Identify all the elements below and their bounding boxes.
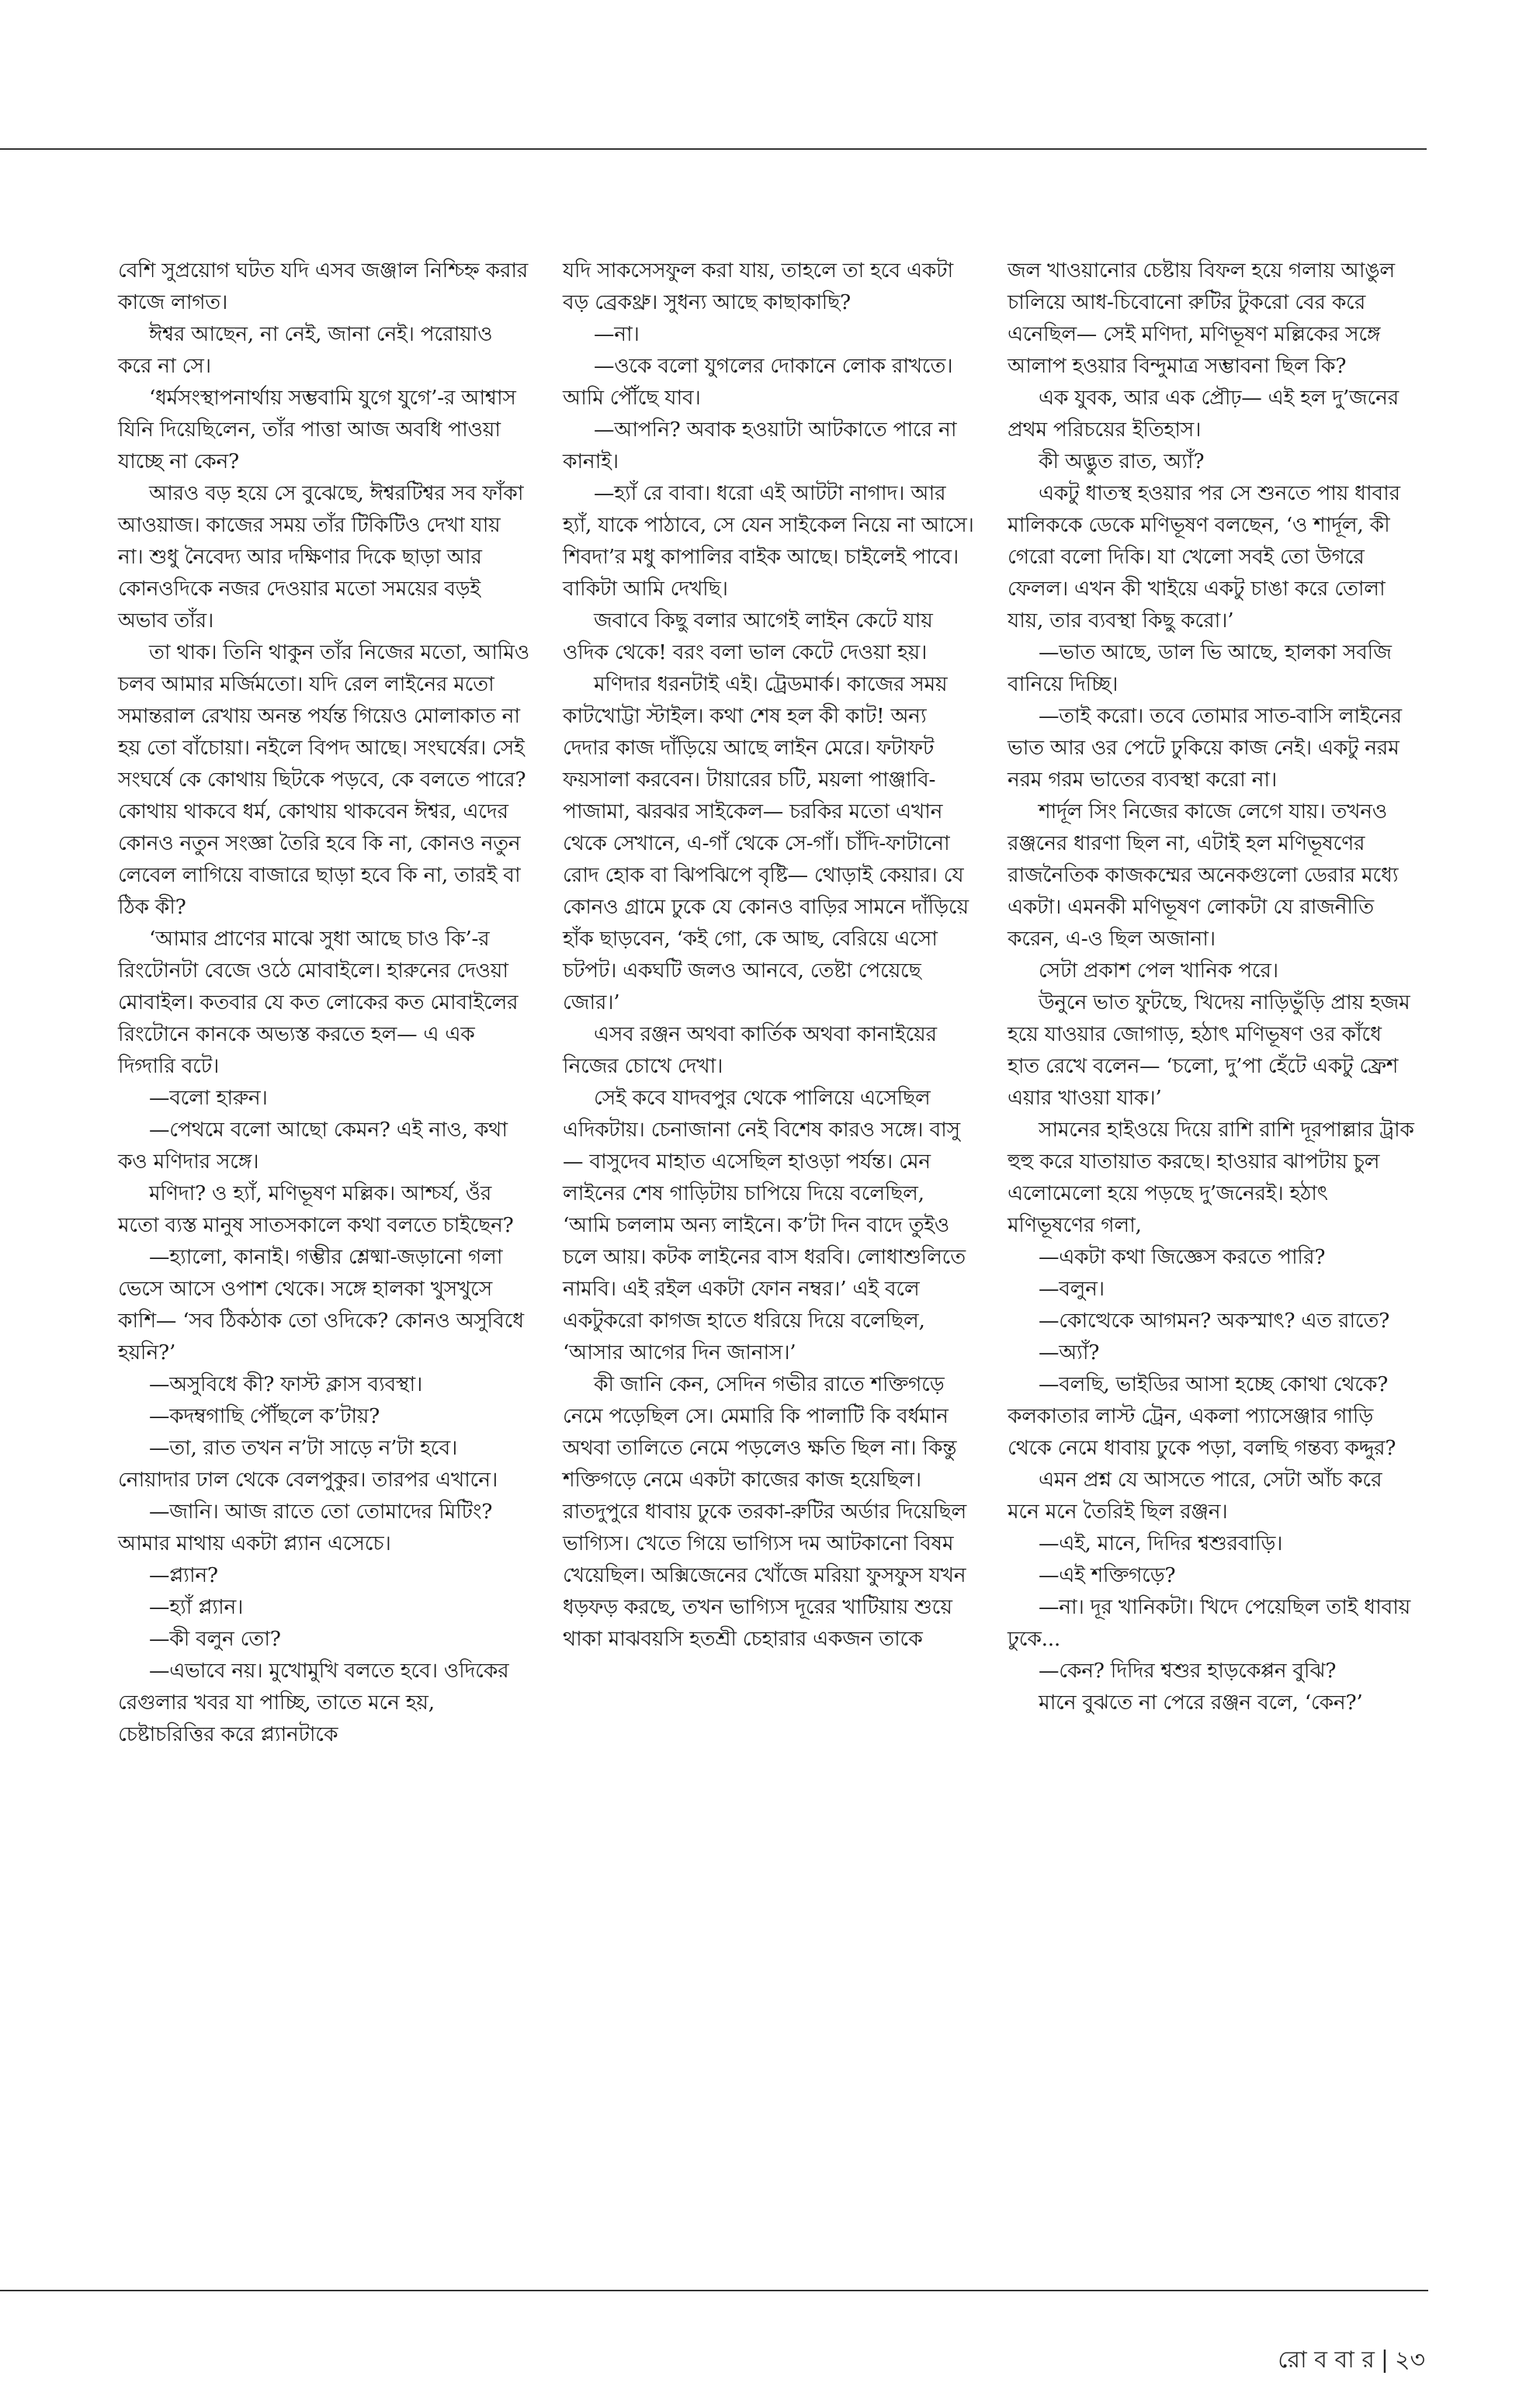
paragraph: —অ্যাঁ? — [1039, 1340, 1100, 1365]
paragraph: —কদম্বগাছি পৌঁছলে ক’টায়? — [149, 1404, 380, 1428]
paragraph: —অসুবিধে কী? ফাস্ট ক্লাস ব্যবস্থা। — [149, 1372, 423, 1396]
paragraph: —পেথমে বলো আছো কেমন? এই নাও, কথা কও মণিদার সঙ্গে। — [118, 1118, 508, 1174]
page-footer — [1278, 2341, 1425, 2381]
paragraph: সেই কবে যাদবপুর থেকে পালিয়ে এসেছিল এদিকটায়। চেনাজানা নেই বিশেষ কারও সঙ্গে। বাসু— বাসুদেব মাহাত এসেছিল হাওড়া পর্যন্ত। মেন লাইনের শেষ গাড়িটায় চাপিয়ে দিয়ে বলেছিল, ‘আমি চললাম অন্য লাইনে। ক’টা দিন বাদে তুইও চলে আয়। কটক লাইনের বাস ধরবি। লোধাশুলিতে নামবি। এই রইল একটা ফোন নম্বর।’ এই বলে একটুকরো কাগজ হাতে ধরিয়ে দিয়ে বলেছিল, ‘আসার আগের দিন জানাস।’ — [563, 1086, 966, 1365]
paragraph: —জানি। আজ রাতে তো তোমাদের মিটিং? আমার মাথায় একটা প্ল্যান এসেচে। — [118, 1500, 493, 1555]
paragraph: জবাবে কিছু বলার আগেই লাইন কেটে যায় ওদিক থেকে! বরং বলা ভাল কেটে দেওয়া হয়। — [563, 609, 933, 664]
paragraph: —না। দূর খানিকটা। খিদে পেয়েছিল তাই ধাবায় ঢুকে... — [1008, 1595, 1410, 1651]
paragraph: এমন প্রশ্ন যে আসতে পারে, সেটা আঁচ করে মনে মনে তৈরিই ছিল রঞ্জন। — [1008, 1468, 1382, 1524]
paragraph: —তা, রাত তখন ন’টা সাড়ে ন’টা হবে। নোয়াদার ঢাল থেকে বেলপুকুর। তারপর এখানে। — [118, 1436, 498, 1492]
paragraph: —হ্যাঁ রে বাবা। ধরো এই আটটা নাগাদ। আর হ্যাঁ, যাকে পাঠাবে, সে যেন সাইকেল নিয়ে না আসে। শিবদা’র মধু কাপালির বাইক আছে। চাইলেই পাবে। বাকিটা আমি দেখছি। — [563, 481, 974, 601]
paragraph: ঈশ্বর আছেন, না নেই, জানা নেই। পরোয়াও করে না সে। — [118, 322, 493, 378]
paragraph: মণিদা? ও হ্যাঁ, মণিভূষণ মল্লিক। আশ্চর্য, ওঁর মতো ব্যস্ত মানুষ সাতসকালে কথা বলতে চাইছেন? — [118, 1181, 514, 1237]
text-column-1 — [118, 255, 529, 1750]
paragraph: কী জানি কেন, সেদিন গভীর রাতে শক্তিগড়ে নেমে পড়েছিল সে। মেমারি কি পালাটি কি বর্ধমান অথবা তালিতে নেমে পড়লেও ক্ষতি ছিল না। কিন্তু শক্তিগড়ে নেমে একটা কাজের কাজ হয়েছিল। রাতদুপুরে ধাবায় ঢুকে তরকা-রুটির অর্ডার দিয়েছিল ভাগ্যিস। খেতে গিয়ে ভাগ্যিস দম আটকানো বিষম খেয়েছিল। অক্সিজেনের খোঁজে মরিয়া ফুসফুস যখন ধড়ফড় করছে, তখন ভাগ্যিস দূরের খাটিয়ায় শুয়ে থাকা মাঝবয়সি হতশ্রী চেহারার একজন তাকে — [563, 1372, 966, 1651]
paragraph: মানে বুঝতে না পেরে রঞ্জন বলে, ‘কেন?’ — [1039, 1691, 1363, 1715]
bottom-rule — [0, 2290, 1428, 2291]
paragraph: —হ্যালো, কানাই। গম্ভীর শ্লেষ্মা-জড়ানো গলা ভেসে আসে ওপাশ থেকে। সঙ্গে হালকা খুসখুসে কাশি— ‘সব ঠিকঠাক তো ওদিকে? কোনও অসুবিধে হয়নি?’ — [118, 1245, 524, 1365]
paragraph: —না। — [594, 322, 640, 346]
paragraph: যদি সাকসেসফুল করা যায়, তাহলে তা হবে একটা বড় ব্রেকথ্রু। সুধন্য আছে কাছাকাছি? — [563, 258, 953, 314]
paragraph: শার্দূল সিং নিজের কাজে লেগে যায়। তখনও রঞ্জনের ধারণা ছিল না, এটাই হল মণিভূষণের রাজনৈতিক কাজকম্মের অনেকগুলো ডেরার মধ্যে একটা। এমনকী মণিভূষণ লোকটা যে রাজনীতি করেন, এ-ও ছিল অজানা। — [1008, 799, 1399, 951]
paragraph: জল খাওয়ানোর চেষ্টায় বিফল হয়ে গলায় আঙুল চালিয়ে আধ-চিবোনো রুটির টুকরো বের করে এনেছিল— সেই মণিদা, মণিভূষণ মল্লিকের সঙ্গে আলাপ হওয়ার বিন্দুমাত্র সম্ভাবনা ছিল কি? — [1008, 258, 1395, 378]
paragraph: —হ্যাঁ প্ল্যান। — [149, 1595, 244, 1619]
paragraph: —এই, মানে, দিদির শ্বশুরবাড়ি। — [1039, 1531, 1283, 1555]
paragraph: —ভাত আছে, ডাল ভি আছে, হালকা সবজি বানিয়ে দিচ্ছি। — [1008, 640, 1392, 696]
paragraph: —ওকে বলো যুগলের দোকানে লোক রাখতে। আমি পৌঁছে যাব। — [563, 354, 953, 410]
paragraph: —এই শক্তিগড়ে? — [1039, 1563, 1176, 1587]
paragraph: তা থাক। তিনি থাকুন তাঁর নিজের মতো, আমিও চলব আমার মর্জিমতো। যদি রেল লাইনের মতো সমান্তরাল রেখায় অনন্ত পর্যন্ত গিয়েও মোলাকাত না হয় তো বাঁচোয়া। নইলে বিপদ আছে। সংঘর্ষের। সেই সংঘর্ষে কে কোথায় ছিটকে পড়বে, কে বলতে পারে? কোথায় থাকবে ধর্ম, কোথায় থাকবেন ঈশ্বর, এদের কোনও নতুন সংজ্ঞা তৈরি হবে কি না, কোনও নতুন লেবেল লাগিয়ে বাজারে ছাড়া হবে কি না, তারই বা ঠিক কী? — [118, 640, 529, 919]
paragraph: সামনের হাইওয়ে দিয়ে রাশি রাশি দূরপাল্লার ট্রাক হুহু করে যাতায়াত করছে। হাওয়ার ঝাপটায় চুল এলোমেলো হয়ে পড়ছে দু’জনেরই। হঠাৎ মণিভূষণের গলা, — [1008, 1118, 1414, 1237]
paragraph: —বলুন। — [1039, 1277, 1105, 1301]
footer-separator: | — [1380, 2346, 1389, 2374]
paragraph: সেটা প্রকাশ পেল খানিক পরে। — [1039, 959, 1278, 983]
paragraph: ‘ধর্মসংস্থাপনার্থায় সম্ভবামি যুগে যুগে’-র আশ্বাস যিনি দিয়েছিলেন, তাঁর পাত্তা আজ অবধি পাওয়া যাচ্ছে না কেন? — [118, 386, 516, 473]
paragraph: মণিদার ধরনটাই এই। ট্রেডমার্ক। কাজের সময় কাটখোট্টা স্টাইল। কথা শেষ হল কী কাট! অন্য দেদার কাজ দাঁড়িয়ে আছে লাইন মেরে। ফটাফট ফয়সালা করবেন। টায়ারের চটি, ময়লা পাঞ্জাবি-পাজামা, ঝরঝর সাইকেল— চরকির মতো এখান থেকে সেখানে, এ-গাঁ থেকে সে-গাঁ। চাঁদি-ফাটানো রোদ হোক বা ঝিপঝিপে বৃষ্টি— থোড়াই কেয়ার। যে কোনও গ্রামে ঢুকে যে কোনও বাড়ির সামনে দাঁড়িয়ে হাঁক ছাড়বেন, ‘কই গো, কে আছ, বেরিয়ে এসো চটপট। একঘটি জলও আনবে, তেষ্টা পেয়েছে জোর।’ — [563, 672, 969, 1014]
paragraph: —প্ল্যান? — [149, 1563, 218, 1587]
paragraph: —বলছি, ভাইডির আসা হচ্ছে কোথা থেকে? কলকাতার লাস্ট ট্রেন, একলা প্যাসেঞ্জার গাড়ি থেকে নেমে ধাবায় ঢুকে পড়া, বলছি গন্তব্য কদ্দুর? — [1008, 1372, 1396, 1460]
paragraph: —কেন? দিদির শ্বশুর হাড়কেপ্পন বুঝি? — [1039, 1659, 1337, 1683]
paragraph: —কোত্থেকে আগমন? অকস্মাৎ? এত রাতে? — [1039, 1309, 1390, 1333]
paragraph: —বলো হারুন। — [149, 1086, 268, 1110]
paragraph: —আপনি? অবাক হওয়াটা আটকাতে পারে না কানাই। — [563, 418, 957, 473]
paragraph: —কী বলুন তো? — [149, 1627, 281, 1651]
paragraph: আরও বড় হয়ে সে বুঝেছে, ঈশ্বরটিশ্বর সব ফাঁকা আওয়াজ। কাজের সময় তাঁর টিকিটিও দেখা যায় না। শুধু নৈবেদ্য আর দক্ষিণার দিকে ছাড়া আর কোনওদিকে নজর দেওয়ার মতো সময়ের বড়ই অভাব তাঁর। — [118, 481, 524, 633]
paragraph: এসব রঞ্জন অথবা কার্তিক অথবা কানাইয়ের নিজের চোখে দেখা। — [563, 1022, 937, 1078]
text-column-2 — [563, 255, 974, 1655]
paragraph: —তাই করো। তবে তোমার সাত-বাসি লাইনের ভাত আর ওর পেটে ঢুকিয়ে কাজ নেই। একটু নরম নরম গরম ভাতের ব্যবস্থা করো না। — [1008, 704, 1402, 792]
paragraph: কী অদ্ভুত রাত, অ্যাঁ? — [1039, 449, 1205, 473]
paragraph: এক যুবক, আর এক প্রৌঢ়— এই হল দু’জনের প্রথম পরিচয়ের ইতিহাস। — [1008, 386, 1399, 442]
paragraph: —একটা কথা জিজ্ঞেস করতে পারি? — [1039, 1245, 1326, 1269]
paragraph: —এভাবে নয়। মুখোমুখি বলতে হবে। ওদিকের রেগুলার খবর যা পাচ্ছি, তাতে মনে হয়, চেষ্টাচরিত্তির করে প্ল্যানটাকে — [118, 1659, 509, 1746]
text-column-3 — [1008, 255, 1419, 1718]
top-rule — [0, 148, 1427, 150]
paragraph: একটু ধাতস্থ হওয়ার পর সে শুনতে পায় ধাবার মালিককে ডেকে মণিভূষণ বলছেন, ‘ও শার্দূল, কী গেরো বলো দিকি। যা খেলো সবই তো উগরে ফেলল। এখন কী খাইয়ে একটু চাঙা করে তোলা যায়, তার ব্যবস্থা কিছু করো।’ — [1008, 481, 1400, 633]
magazine-name: রো ব বা র — [1278, 2346, 1375, 2374]
paragraph: বেশি সুপ্রয়োগ ঘটত যদি এসব জঞ্জাল নিশ্চিহ্ন করার কাজে লাগত। — [118, 258, 529, 314]
page-number: ২৩ — [1394, 2346, 1425, 2374]
paragraph: ‘আমার প্রাণের মাঝে সুধা আছে চাও কি’-র রিংটোনটা বেজে ওঠে মোবাইলে। হারুনের দেওয়া মোবাইল। কতবার যে কত লোকের কত মোবাইলের রিংটোনে কানকে অভ্যস্ত করতে হল— এ এক দিগ্দারি বটে। — [118, 927, 519, 1078]
paragraph: উনুনে ভাত ফুটছে, খিদেয় নাড়িভুঁড়ি প্রায় হজম হয়ে যাওয়ার জোগাড়, হঠাৎ মণিভূষণ ওর কাঁধে হাত রেখে বলেন— ‘চলো, দু’পা হেঁটে একটু ফ্রেশ এয়ার খাওয়া যাক।’ — [1008, 990, 1410, 1110]
